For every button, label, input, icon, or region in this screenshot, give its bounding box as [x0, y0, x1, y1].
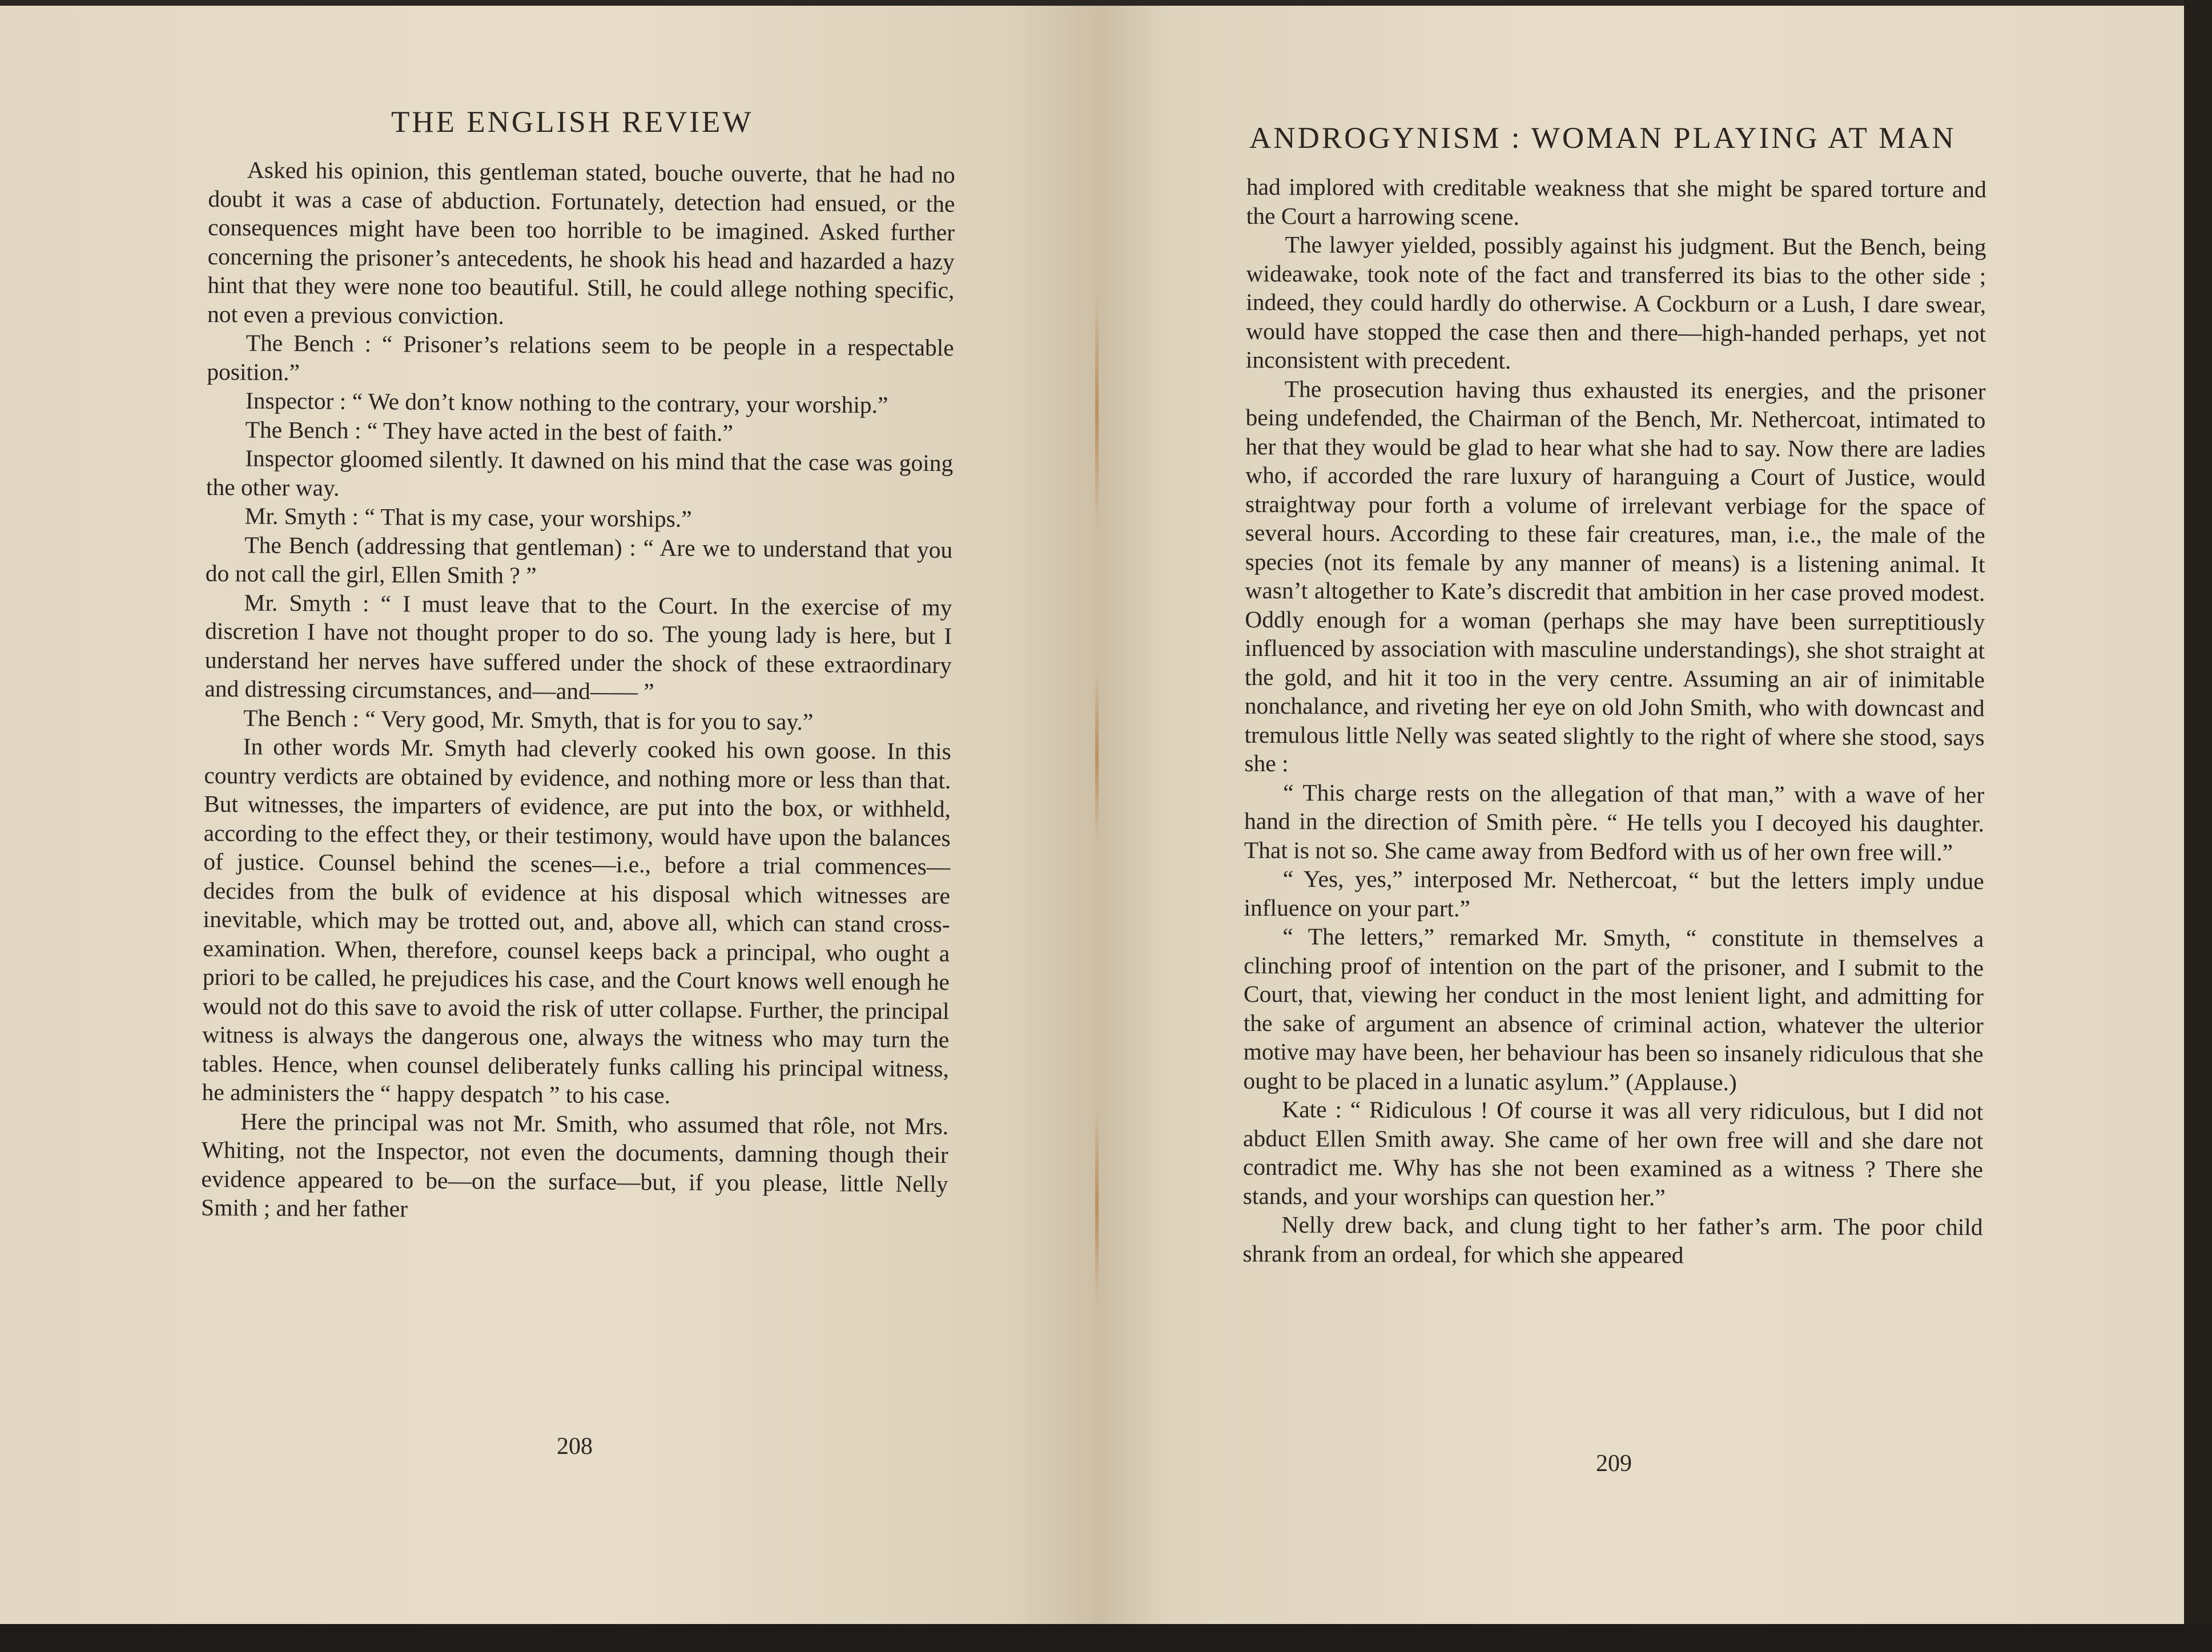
right-page-body — [1242, 172, 1986, 1271]
page-number-left: 208 — [557, 1433, 593, 1460]
paragraph: Inspector gloomed silently. It dawned on his mind that the case was going the other way. — [206, 445, 954, 501]
paragraph: The Bench : “ Prisoner’s relations seem to be people in a respectable position.” — [207, 329, 954, 385]
running-head-right: ANDROGYNISM : WOMAN PLAYING AT MAN — [1249, 122, 1956, 155]
binding-thread — [1095, 674, 1099, 839]
paragraph: Kate : “ Ridiculous ! Of course it was all very ridiculous, but I did not abduct Ellen Smith away. She came of her own free will and she dare not contradict me. Why has she not been examined as a witness ? There she stands, and your worships can question her.” — [1242, 1096, 1984, 1211]
paragraph: “ The letters,” remarked Mr. Smyth, “ constitute in themselves a clinching proof of intention on the part of the prisoner, and I submit to the Court, that, viewing her conduct in the most lenient light, and admitting for the sake of argument an absence of criminal action, whatever the ulterior motive may have been, her behaviour has been so insanely ridiculous that she ought to be placed in a lunatic asylum.” (Applause.) — [1243, 923, 1984, 1095]
running-head-left: THE ENGLISH REVIEW — [391, 106, 754, 139]
paragraph: Nelly drew back, and clung tight to her father’s arm. The poor child shrank from an ordeal, for which she appeared — [1242, 1211, 1983, 1268]
paragraph: had implored with creditable weakness that she might be spared torture and the Court a harrowing scene. — [1246, 174, 1986, 230]
paragraph: The prosecution having thus exhausted its energies, and the prisoner being undefended, the Chairman of the Bench, Mr. Nethercoat, intimated to her that they would be glad to hear what she had to say. Now there are ladies who, if accorded the rare luxury of haranguing a Court of Justice, would straightway pour forth a volume of irrelevant verbiage for the space of several hours. According to these fair creatures, man, i.e., the male of the species (not its female by any manner of means) is a listening animal. It wasn’t altogether to Kate’s discredit that ambition in her case proved modest. Oddly enough for a woman (perhaps she may have been surreptitiously influenced by association with masculine understandings), she shot straight at the gold, and hit it too in the very centre. Assuming an air of inimitable nonchalance, and riveting her eye on old John Smith, who with downcast and tremulous little Nelly was seated slightly to the right of where she stood, says she : — [1244, 375, 1986, 777]
scan-edge-right — [2184, 0, 2212, 1652]
binding-thread — [1095, 297, 1099, 525]
left-page-body — [201, 155, 955, 1227]
paragraph: The Bench : “ Very good, Mr. Smyth, that is for you to say.” — [243, 704, 814, 735]
paragraph: “ This charge rests on the allegation of that man,” with a wave of her hand in the direction of Smith père. “ He tells you I decoyed his daughter. That is not so. She came away from Bedford with us of her own free will.” — [1244, 779, 1985, 865]
paragraph: “ Yes, yes,” interposed Mr. Nethercoat, “ but the letters imply undue influence on your part.” — [1244, 865, 1984, 921]
scan-edge-bottom — [0, 1624, 2212, 1652]
binding-thread — [1095, 1107, 1099, 1302]
paragraph: Mr. Smyth : “ That is my case, your worships.” — [244, 502, 692, 532]
paragraph: In other words Mr. Smyth had cleverly cooked his own goose. In this country verdicts are obtained by evidence, and nothing more or less than that. But witnesses, the imparters of evidence, are put into the box, or withheld, according to the effect they, or their testimony, would have upon the balances of justice. Counsel behind the scenes—i.e., before a trial commences—decides from the bulk of evidence at his disposal which witnesses are inevitable, which may be trotted out, and, above all, which can stand cross-examination. When, therefore, counsel keeps back a principal, who ought a priori to be called, he prejudices his case, and the Court knows well enough he would not do this save to avoid the risk of utter collapse. Further, the principal witness is always the dangerous one, always the witness who may turn the tables. Hence, when counsel deliberately funks calling his principal witness, he administers the “ happy despatch ” to his case. — [202, 733, 951, 1109]
paragraph: Asked his opinion, this gentleman stated, bouche ouverte, that he had no doubt it was a case of abduction. Fortunately, detection had ensued, or the consequences might have been too horrible to be imagined. Asked further concerning the prisoner’s antecedents, he shook his head and hazarded a hazy hint that they were none too beautiful. Still, he could allege nothing specific, not even a previous conviction. — [207, 156, 955, 329]
page-number-right: 209 — [1596, 1450, 1632, 1477]
paragraph: The Bench : “ They have acted in the best of faith.” — [245, 416, 734, 446]
scan-edge-top — [0, 0, 2212, 6]
paragraph: The lawyer yielded, possibly against his judgment. But the Bench, being wideawake, took note of the fact and transferred its bias to the other side ; indeed, they could hardly do otherwise. A Cockburn or a Lush, I dare swear, would have stopped the case then and there—high-handed perhaps, yet not inconsistent with precedent. — [1245, 231, 1986, 374]
paragraph: Inspector : “ We don’t know nothing to the contrary, your worship.” — [245, 387, 888, 418]
paragraph: Here the principal was not Mr. Smith, who assumed that rôle, not Mrs. Whiting, not the Inspector, not even the documents, damning though their evidence appeared to be—on the surface—but, if you please, little Nelly Smith ; and her father — [200, 1107, 949, 1222]
paragraph: Mr. Smyth : “ I must leave that to the Court. In the exercise of my discretion I have not thought proper to do so. The young lady is here, but I understand her nerves have suffered under the shock of these extraordinary and distressing circumstances, and—and—— ” — [204, 589, 952, 705]
paragraph: The Bench (addressing that gentleman) : “ Are we to understand that you do not call the girl, Ellen Smith ? ” — [205, 531, 953, 589]
